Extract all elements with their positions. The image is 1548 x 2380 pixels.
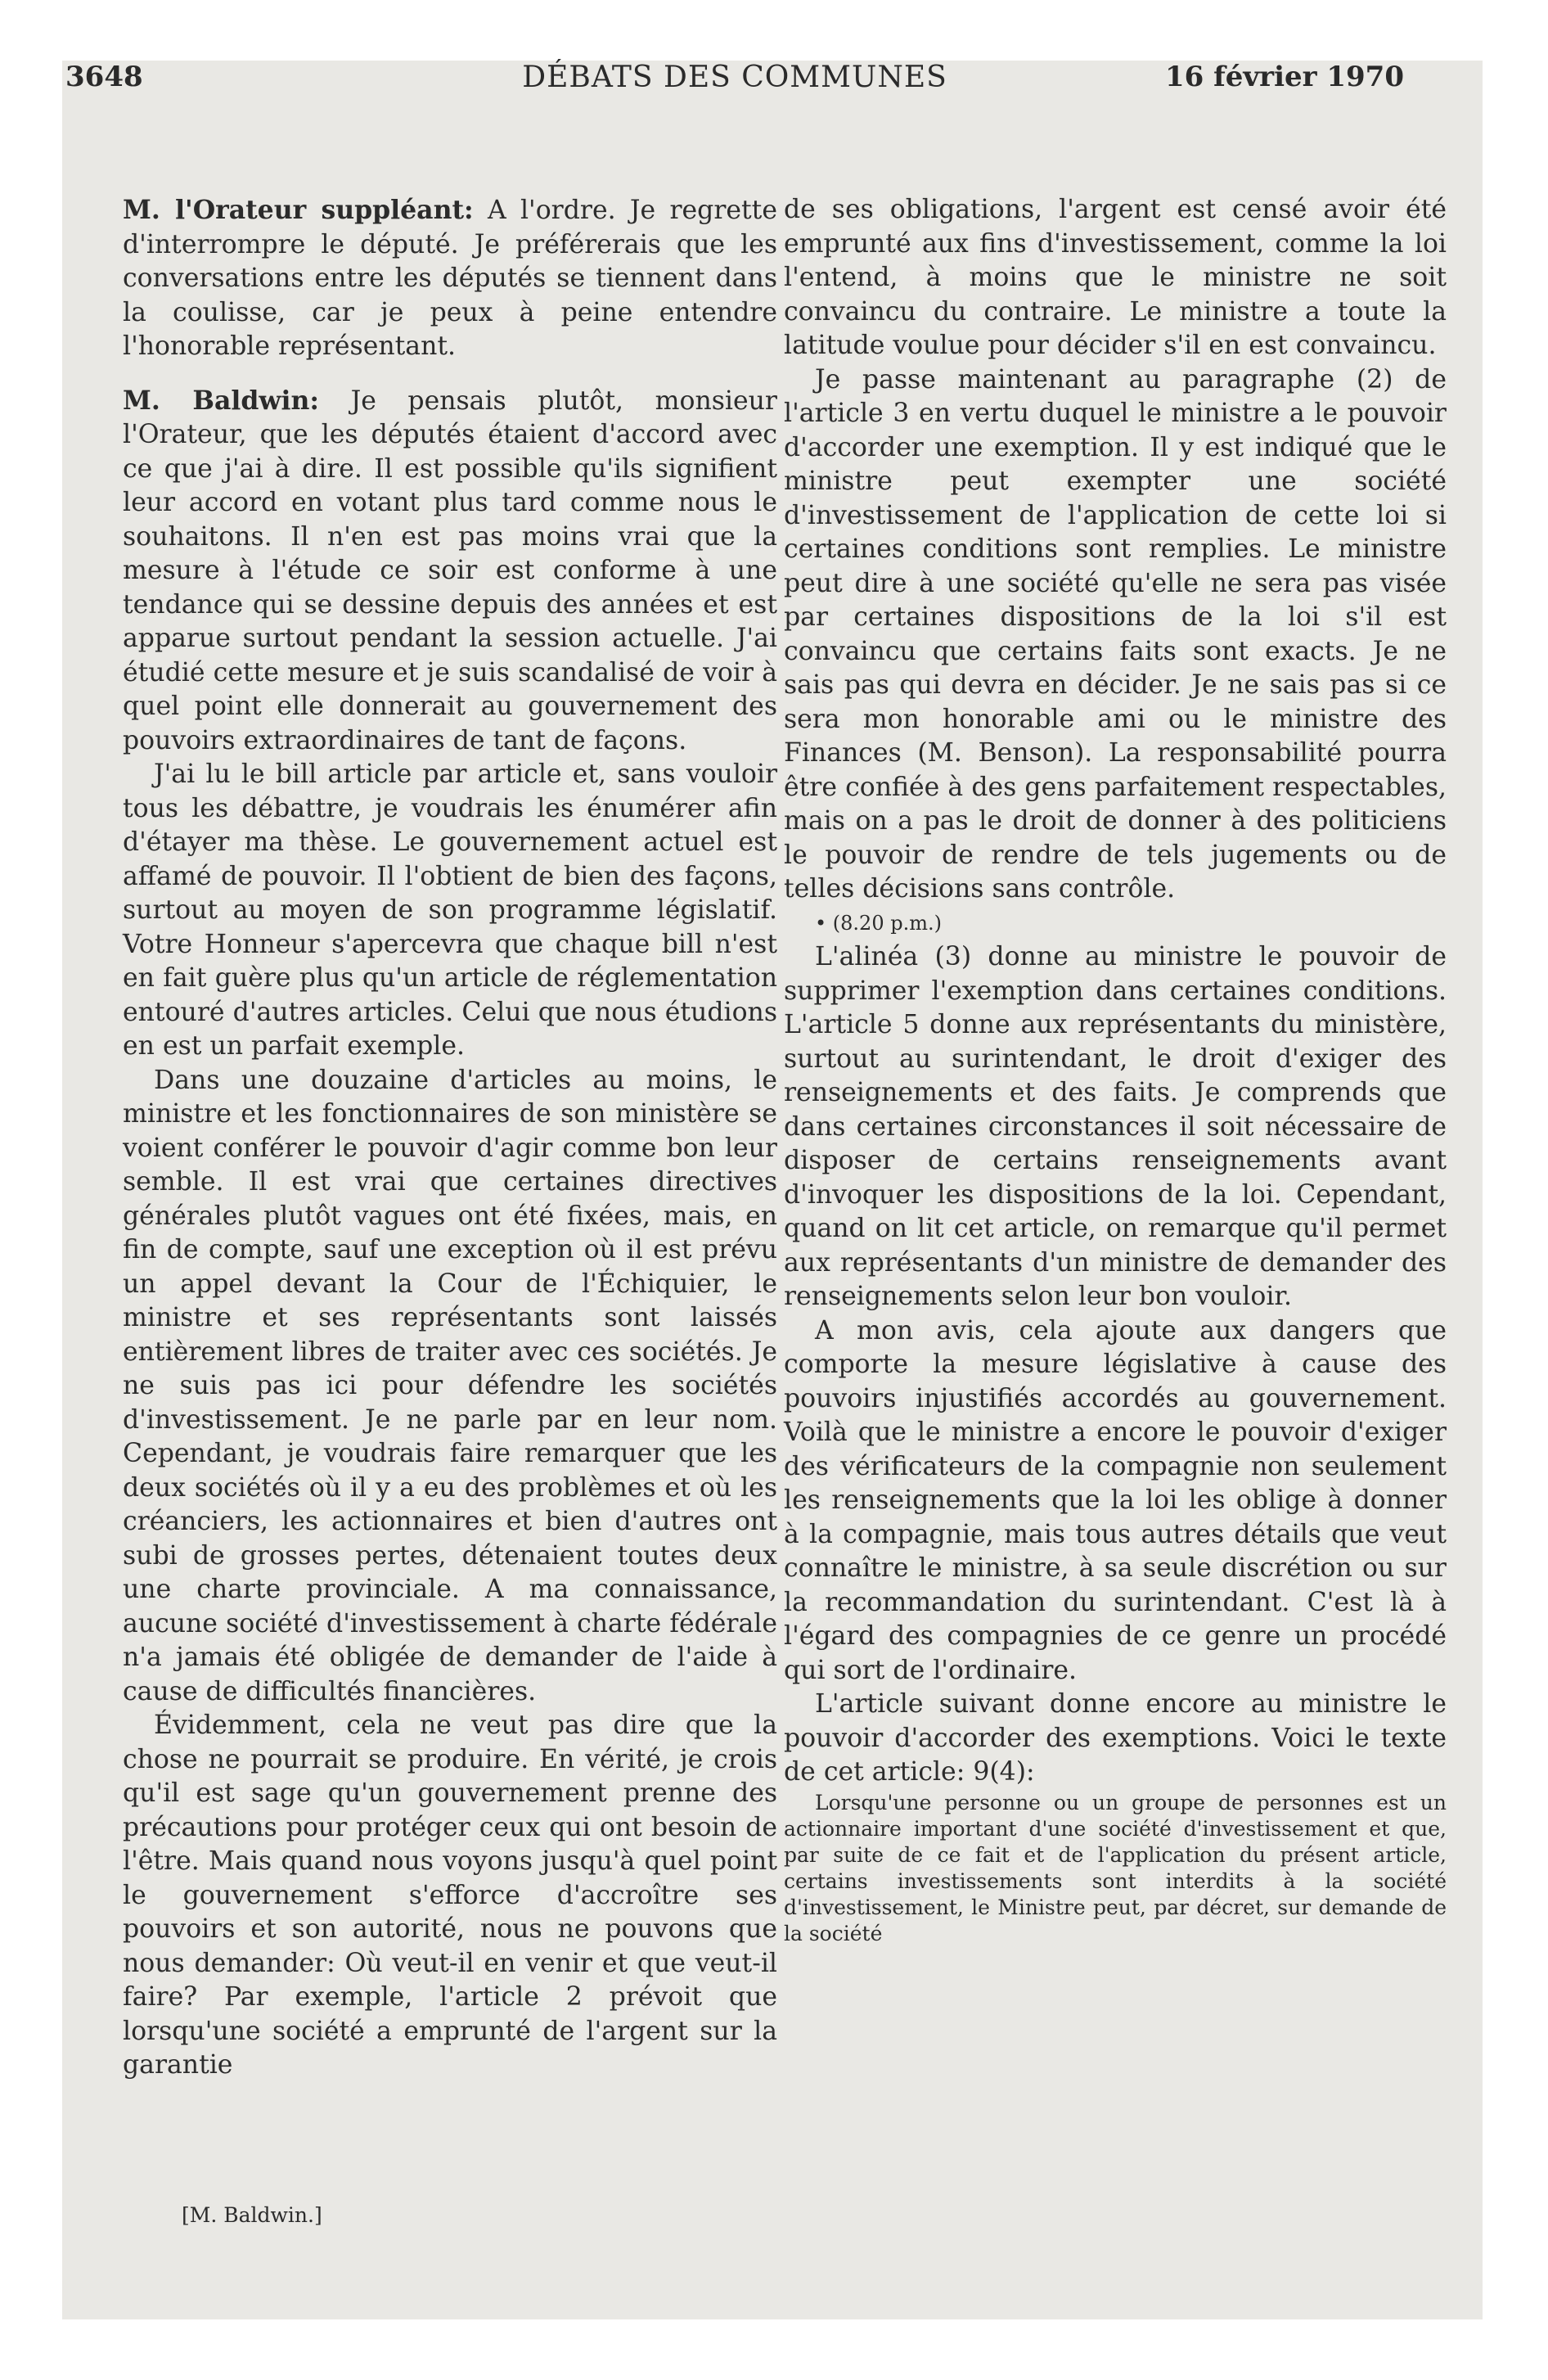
- paragraph-text: A l'ordre. Je regrette d'interrompre le député. Je préférerais que les conversations entre les députés se tiennent dans la coulisse, car je peux à peine entendre l'honorable représentant.: [123, 196, 777, 361]
- left-column: [123, 193, 777, 2083]
- paragraph: L'article suivant donne encore au ministre le pouvoir d'accorder des exemptions. Voici le texte de cet article: 9(4):: [784, 1689, 1447, 1787]
- paragraph: Évidemment, cela ne veut pas dire que la chose ne pourrait se produire. En vérité, je crois qu'il est sage qu'un gouvernement prenne des précautions pour protéger ceux qui ont besoin de l'être. Mais quand nous voyons jusqu'à quel point le gouvernement s'efforce d'accroître ses pouvoirs et son autorité, nous ne pouvons que nous demander: Où veut-il en venir et que veut-il faire? Par exemple, l'article 2 prévoit que lorsqu'une société a emprunté de l'argent sur la garantie: [123, 1711, 777, 2080]
- paragraph: A mon avis, cela ajoute aux dangers que comporte la mesure législative à cause des pouvoirs injustifiés accordés au gouvernement. Voilà que le ministre a encore le pouvoir d'exiger des vérificateurs de la compagnie non seulement les renseignements que la loi les oblige à donner à la compagnie, mais tous autres détails que veut connaître le ministre, à sa seule discrétion ou sur la recommandation du surintendant. C'est là à l'égard des compagnies de ce genre un procédé qui sort de l'ordinaire.: [784, 1315, 1447, 1685]
- page-header: [65, 61, 1404, 101]
- time-marker: • (8.20 p.m.): [815, 911, 942, 935]
- page-number: 3648: [65, 61, 143, 93]
- speaker-name: M. l'Orateur suppléant:: [123, 195, 474, 225]
- issue-date: 16 février 1970: [1164, 61, 1404, 93]
- paragraph: [123, 193, 777, 364]
- paragraph: Je passe maintenant au paragraphe (2) de l'article 3 en vertu duquel le ministre a le pouvoir d'accorder une exemption. Il y est indiqué que le ministre peut exempter une société d'investissement de l'application de cette loi si certaines conditions sont remplies. Le ministre peut dire à une société qu'elle ne sera pas visée par certaines dispositions de la loi s'il est convaincu que certains faits sont exacts. Je ne sais pas qui devra en décider. Je ne sais pas si ce sera mon honorable ami ou le ministre des Finances (M. Benson). La responsabilité pourra être confiée à des gens parfaitement respectables, mais on a pas le droit de donner à des politiciens le pouvoir de rendre de tels jugements ou de telles décisions sans contrôle.: [784, 364, 1447, 904]
- paragraph: Dans une douzaine d'articles au moins, le ministre et les fonctionnaires de son ministère se voient conférer le pouvoir d'agir comme bon leur semble. Il est vrai que certaines directives générales plutôt vagues ont été fixées, mais, en fin de compte, sauf une exception où il est prévu un appel devant la Cour de l'Échiquier, le ministre et ses représentants sont laissés entièrement libres de traiter avec ces sociétés. Je ne suis pas ici pour défendre les sociétés d'investissement. Je ne parle par en leur nom. Cependant, je voudrais faire remarquer que les deux sociétés où il y a eu des problèmes et où les créanciers, les actionnaires et bien d'autres ont subi de grosses pertes, détenaient toutes deux une charte provinciale. A ma connaissance, aucune société d'investissement à charte fédérale n'a jamais été obligée de demander de l'aide à cause de difficultés financières.: [123, 1065, 777, 1706]
- speaker-footer: [M. Baldwin.]: [182, 2203, 322, 2227]
- paragraph: de ses obligations, l'argent est censé avoir été emprunté aux fins d'investissement, comme la loi l'entend, à moins que le ministre ne soit convaincu du contraire. Le ministre a toute la latitude voulue pour décider s'il en est convaincu.: [784, 195, 1447, 360]
- paragraph: L'alinéa (3) donne au ministre le pouvoir de supprimer l'exemption dans certaines conditions. L'article 5 donne aux représentants du ministère, surtout au surintendant, le droit d'exiger des renseignements et des faits. Je comprends que dans certaines circonstances il soit nécessaire de disposer de certains renseignements avant d'invoquer les dispositions de la loi. Cependant, quand on lit cet article, on remarque qu'il permet aux représentants d'un ministre de demander des renseignements selon leur bon vouloir.: [784, 942, 1447, 1311]
- paragraph-text: Je pensais plutôt, monsieur l'Orateur, que les députés étaient d'accord avec ce que j'ai à dire. Il est possible qu'ils signifient leur accord en votant plus tard comme nous le souhaitons. Il n'en est pas moins vrai que la mesure à l'étude ce soir est conforme à une tendance qui se dessine depuis des années et est apparue surtout pendant la session actuelle. J'ai étudié cette mesure et je suis scandalisé de voir à quel point elle donnerait au gouvernement des pouvoirs extraordinaires de tant de façons.: [123, 385, 777, 755]
- speaker-name: M. Baldwin:: [123, 385, 319, 416]
- paragraph: [123, 384, 777, 759]
- paragraph: J'ai lu le bill article par article et, sans vouloir tous les débattre, je voudrais les énumérer afin d'étayer ma thèse. Le gouvernement actuel est affamé de pouvoir. Il l'obtient de bien des façons, surtout au moyen de son programme législatif. Votre Honneur s'apercevra que chaque bill n'est en fait guère plus qu'un article de réglementation entouré d'autres articles. Celui que nous étudions en est un parfait exemple.: [123, 760, 777, 1061]
- quoted-law-text: Lorsqu'une personne ou un groupe de personnes est un actionnaire important d'une société d'investissement et que, par suite de ce fait et de l'application du présent article, certains investissements sont interdits à la société d'investissement, le Ministre peut, par décret, sur demande de la société: [784, 1790, 1447, 1945]
- publication-title: DÉBATS DES COMMUNES: [522, 61, 947, 94]
- right-column: [784, 193, 1447, 1947]
